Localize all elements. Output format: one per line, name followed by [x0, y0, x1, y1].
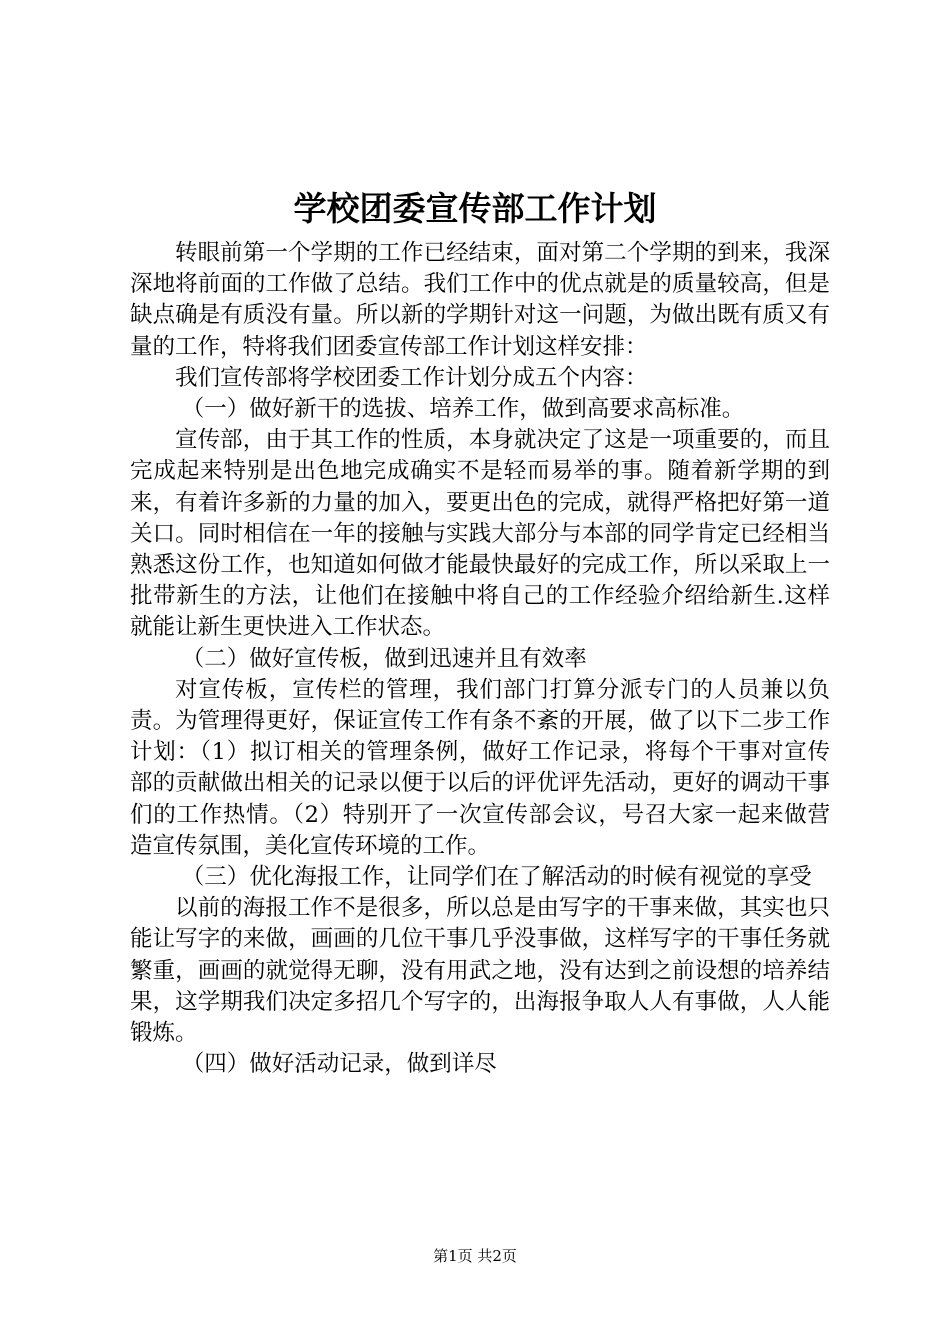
document-body [130, 238, 830, 1080]
section-heading-4: （四）做好活动记录，做到详尽 [181, 1051, 497, 1078]
document-title: 学校团委宣传部工作计划 [293, 189, 657, 228]
paragraph-section-3: 以前的海报工作不是很多，所以总是由写字的干事来做，其实也只能让写字的来做，画画的几位干事几乎没事做，这样写字的干事任务就繁重，画画的就觉得无聊，没有用武之地，没有达到之前设想的培养结果，这学期我们决定多招几个写字的，出海报争取人人有事做，人人能锻炼。 [130, 895, 830, 1047]
paragraph-section-1: 宣传部，由于其工作的性质，本身就决定了这是一项重要的，而且完成起来特别是出色地完成确实不是轻而易举的事。随着新学期的到来，有着许多新的力量的加入，要更出色的完成，就得严格把好第一道关口。同时相信在一年的接触与实践大部分与本部的同学肯定已经相当熟悉这份工作，也知道如何做才能最快最好的完成工作，所以采取上一批带新生的方法，让他们在接触中将自己的工作经验介绍给新生.这样就能让新生更快进入工作状态。 [130, 427, 830, 641]
paragraph-section-2: 对宣传板，宣传栏的管理，我们部门打算分派专门的人员兼以负责。为管理得更好，保证宣传工作有条不紊的开展，做了以下二步工作计划：（1）拟订相关的管理条例，做好工作记录，将每个干事对宣传部的贡献做出相关的记录以便于以后的评优评先活动，更好的调动干事们的工作热情。（2）特别开了一次宣传部会议，号召大家一起来做营造宣传氛围，美化宣传环境的工作。 [130, 676, 830, 859]
section-heading-2: （二）做好宣传板，做到迅速并且有效率 [181, 645, 587, 672]
section-heading-3: （三）优化海报工作，让同学们在了解活动的时候有视觉的享受 [181, 864, 812, 891]
section-heading-1: （一）做好新干的选拔、培养工作，做到高要求高标准。 [181, 396, 745, 423]
paragraph-overview: 我们宣传部将学校团委工作计划分成五个内容： [175, 364, 648, 391]
page-footer: 第1页 共2页 [433, 1247, 517, 1265]
paragraph-intro: 转眼前第一个学期的工作已经结束，面对第二个学期的到来，我深深地将前面的工作做了总结。我们工作中的优点就是的质量较高，但是缺点确是有质没有量。所以新的学期针对这一问题，为做出既有质又有量的工作，特将我们团委宣传部工作计划这样安排： [130, 240, 830, 360]
